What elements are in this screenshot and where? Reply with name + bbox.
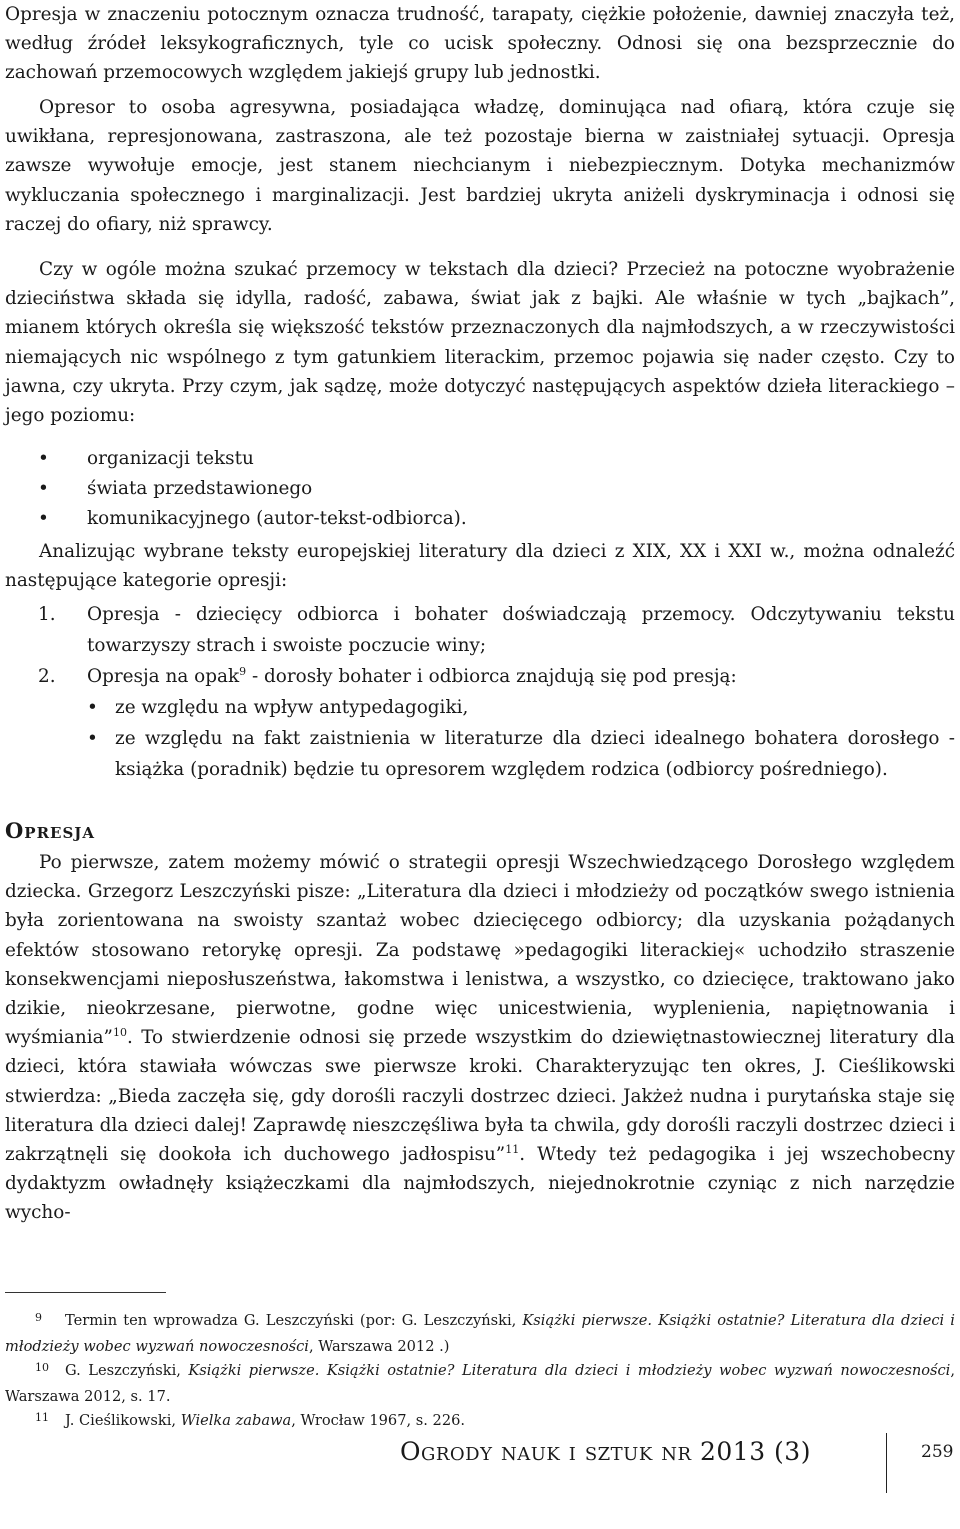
bullet-icon: • — [87, 697, 98, 718]
bullet-icon: • — [38, 508, 49, 529]
footnote-divider — [5, 1292, 166, 1293]
section-heading: Opresja — [5, 818, 96, 843]
list-item: 2. Opresja na opak$^9$ - dorosły bohater i odbiorca znajdują się pod presją: • ze względu na wpływ antypedagogiki, • ze względu na fakt zaistnienia w literaturze dla dzieci idealnego bohatera dorosłego - książka (poradnik) będzie tu opresorem względem rodzica (odbiorcy pośredniego). — [5, 661, 955, 785]
footnote-ref[interactable]: 10 — [112, 1026, 127, 1040]
list-item: 1. Opresja - dziecięcy odbiorca i bohater doświadczają przemocy. Odczytywaniu tekstu towarzyszy strach i swoiste poczucie winy; — [5, 599, 955, 661]
paragraph — [5, 0, 955, 88]
footnote: 9 Termin ten wprowadza G. Leszczyński (por: G. Leszczyński, Książki pierwsze. Książki ostatnie? Literatura dla dzieci i młodzieży wobec wyzwań nowoczesności, Warszawa 2012 .) — [5, 1305, 955, 1360]
paragraph: Analizując wybrane teksty europejskiej literatury dla dzieci z XIX, XX i XXI w., można odnaleźć następujące kategorie opresji: — [5, 541, 955, 592]
list-number: 2. — [38, 666, 56, 687]
list-item: • organizacji tekstu — [5, 444, 955, 474]
bullet-icon: • — [38, 448, 49, 469]
paragraph: Po pierwsze, zatem możemy mówić o strategii opresji Wszechwiedzącego Dorosłego względem dziecka. Grzegorz Leszczyński pisze: „Literatura dla dzieci i młodzieży od początków swego istnienia była zorientowana na swoisty szantaż wobec dziecięcego odbiorcy; dla uzyskania pożądanych efektów stosowano retorykę opresji. Za podstawę »pedagogiki literackiej« uchodziło straszenie konsekwencjami nieposłuszeństwa, łakomstwa i lenistwa, a wszystko, co dziecięce, traktowano jako dzikie, nieokrzesane, pierwotne, godne więc unicestwienia, wyplenienia, napiętnowania i wyśmiania”$^{10}$. To stwierdzenie odnosi się przede wszystkim do dziewiętnastowiecznej literatury dla dzieci, która stawiała wówczas swe pierwsze kroki. Charakteryzując ten okres, J. Cieślikowski stwierdza: „Bieda zaczęła się, gdy dorośli raczyli dostrzec dzieci. Jakżeż nudna i purytańska staje się literatura dla dzieci dalej! Zaprawdę nieszczęśliwa była ta chwila, gdy dorośli raczyli dostrzec dzieci i zakrzątnęli się dookoła ich duchowego jadłospisu”$^{11}$. Wtedy też pedagogika i jej wszechobecny dydaktyzm owładnęły książeczkami dla najmłodszych, niejednokrotnie czyniąc z nich narzędzie wycho- — [5, 852, 955, 1224]
paragraph: Opresor to osoba agresywna, posiadająca władzę, dominująca nad ofiarą, która czuje się uwikłana, represjonowana, zastraszona, ale też pozostaje bierna w zaistniałej sytuacji. Opresja zawsze wywołuje emocje, jest stanem niechcianym i niebezpiecznym. Dotyka mechanizmów wykluczania społecznego i marginalizacji. Jest bardziej ukryta aniżeli dyskryminacja i odnosi się raczej do ofiary, niż sprawcy. — [5, 97, 955, 235]
sub-list — [87, 692, 955, 785]
list-item: • komunikacyjnego (autor-tekst-odbiorca). — [5, 504, 955, 534]
footnote: 10 G. Leszczyński, Książki pierwsze. Książki ostatnie? Literatura dla dzieci i młodzieży wobec wyzwań nowoczesności, Warszawa 2012, s. 17. — [5, 1355, 955, 1410]
list-item: • świata przedstawionego — [5, 474, 955, 504]
footnote-ref[interactable]: 9 — [239, 665, 247, 678]
paragraph-text: Opresja w znaczeniu potocznym oznacza trudność, tarapaty, ciężkie położenie, dawniej znaczyła też, według źródeł leksykograficznych, tyle co ucisk społeczny. Odnosi się ona bezsprzecznie do zachowań przemocowych względem jakiejś grupy lub jednostki. — [5, 4, 955, 84]
footnote: 11 J. Cieślikowski, Wielka zabawa, Wrocław 1967, s. 226. — [5, 1405, 955, 1434]
bullet-icon: • — [87, 728, 98, 749]
footer-divider — [886, 1433, 887, 1493]
list-item: • ze względu na fakt zaistnienia w literaturze dla dzieci idealnego bohatera dorosłego - książka (poradnik) będzie tu opresorem względem rodzica (odbiorcy pośredniego). — [87, 723, 955, 785]
paragraph: Czy w ogóle można szukać przemocy w tekstach dla dzieci? Przecież na potoczne wyobrażenie dzieciństwa składa się idylla, radość, zabawa, świat jak z bajki. Ale właśnie w tych „bajkach”, mianem których określa się większość tekstów przeznaczonych dla najmłodszych, a w rzeczywistości niemających nic wspólnego z tym gatunkiem literackim, przemoc pojawia się nader często. Czy to jawna, czy ukryta. Przy czym, jak sądzę, może dotyczyć następujących aspektów dzieła literackiego – jego poziomu: — [5, 259, 955, 427]
page-footer — [400, 1437, 960, 1497]
bullet-list — [5, 444, 955, 534]
list-number: 1. — [38, 604, 56, 625]
bullet-icon: • — [38, 478, 49, 499]
page-number: 259 — [921, 1442, 954, 1462]
footnote-number: 9 — [35, 1311, 42, 1324]
footnote-number: 10 — [35, 1361, 49, 1374]
list-item: • ze względu na wpływ antypedagogiki, — [87, 692, 955, 723]
footnote-ref[interactable]: 11 — [505, 1143, 520, 1157]
journal-title: Ogrody nauk i sztuk nr 2013 (3) — [400, 1437, 811, 1466]
numbered-list — [5, 599, 955, 785]
footnote-number: 11 — [35, 1411, 49, 1424]
